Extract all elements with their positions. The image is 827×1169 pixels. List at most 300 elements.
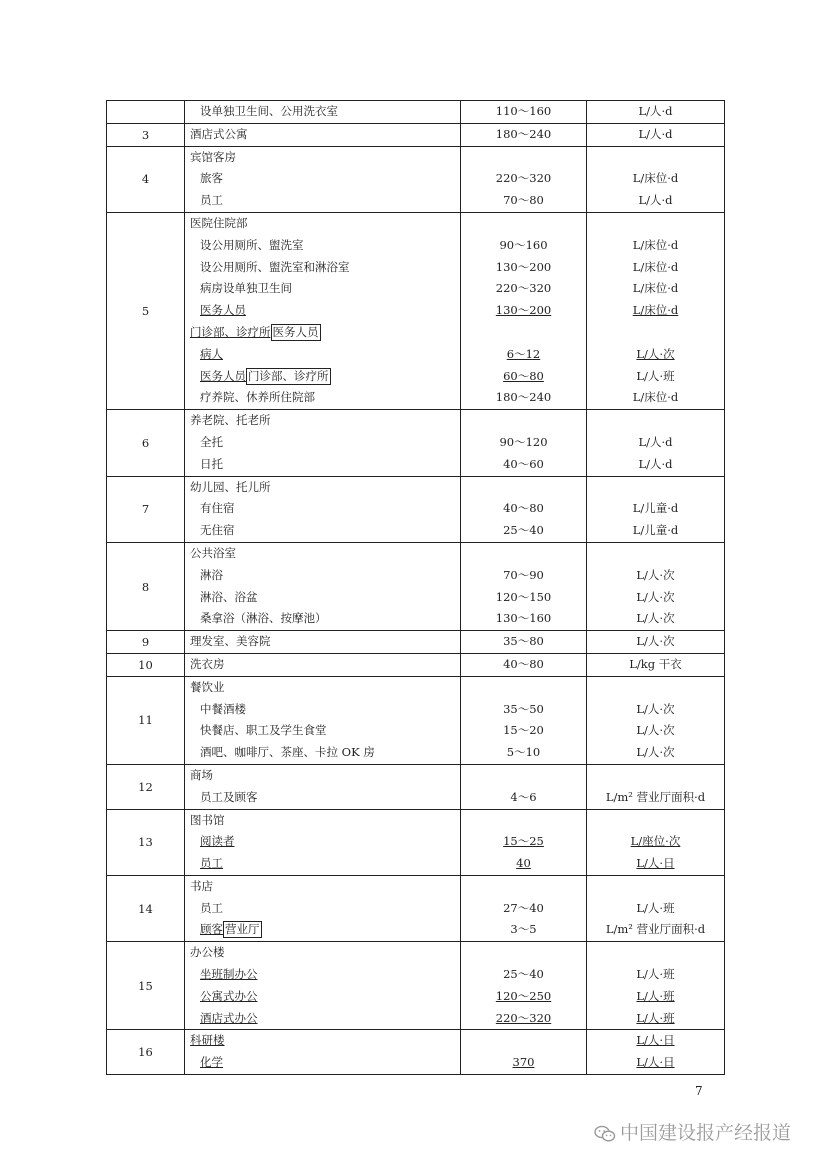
unit-text: L/座位·次 (630, 834, 681, 849)
unit-line (587, 213, 724, 235)
building-type-text: 桑拿浴（淋浴、按摩池） (200, 611, 327, 626)
building-type-cell (185, 212, 461, 409)
water-quota-table (106, 100, 725, 1075)
building-type-cell (185, 123, 461, 146)
building-type-line (185, 300, 460, 322)
building-type-line (185, 344, 460, 366)
building-type-line (185, 387, 460, 409)
quota-value-cell (461, 631, 587, 654)
building-type-text: 商场 (190, 767, 213, 782)
quota-value-line (461, 831, 586, 853)
quota-value-cell (461, 942, 587, 1030)
quota-value-line (461, 300, 586, 322)
boxed-annotation: 营业厅 (225, 922, 260, 937)
building-type-text: 科研楼 (190, 1033, 225, 1048)
quota-value-line (461, 1030, 586, 1052)
quota-value-cell (461, 653, 587, 676)
quota-value-text: 40～60 (503, 456, 544, 471)
building-type-line (185, 631, 460, 653)
building-type-cell (185, 542, 461, 630)
building-type-text: 酒吧、咖啡厅、茶座、卡拉 OK 房 (200, 745, 375, 760)
quota-value-line (461, 498, 586, 520)
table-row (107, 676, 725, 764)
quota-value-text: 220～320 (495, 171, 552, 186)
quota-value-line (461, 942, 586, 964)
unit-line (587, 410, 724, 432)
table-row (107, 631, 725, 654)
unit-text: L/床位·d (632, 303, 679, 318)
quota-value-text: 370 (512, 1055, 535, 1070)
quota-value-cell (461, 542, 587, 630)
quota-value-text: 120～150 (495, 589, 552, 604)
unit-cell (587, 476, 725, 542)
quota-value-text: 4～6 (510, 789, 537, 804)
unit-line (587, 742, 724, 764)
quota-value-line (461, 587, 586, 609)
unit-text: L/人·次 (636, 634, 675, 649)
quota-value-text: 40～80 (503, 501, 544, 516)
quota-value-line (461, 101, 586, 123)
unit-cell (587, 1030, 725, 1075)
unit-cell (587, 875, 725, 941)
quota-value-line (461, 787, 586, 809)
building-type-line (185, 498, 460, 520)
row-number: 10 (107, 653, 185, 676)
unit-line (587, 432, 724, 454)
building-type-cell (185, 410, 461, 476)
unit-line (587, 520, 724, 542)
quota-value-text: 60～80 (503, 368, 544, 383)
building-type-line (185, 919, 460, 941)
building-type-text: 门诊部、诊疗所 (190, 324, 271, 339)
unit-line (587, 853, 724, 875)
unit-cell (587, 212, 725, 409)
quota-value-cell (461, 410, 587, 476)
building-type-line (185, 366, 460, 388)
building-type-cell (185, 101, 461, 124)
unit-line (587, 1008, 724, 1030)
table-row (107, 809, 725, 875)
unit-line (587, 190, 724, 212)
building-type-line (185, 147, 460, 169)
unit-text: L/人·d (638, 456, 673, 471)
quota-value-line (461, 278, 586, 300)
unit-cell (587, 764, 725, 809)
quota-value-line (461, 765, 586, 787)
quota-value-line (461, 432, 586, 454)
row-number: 16 (107, 1030, 185, 1075)
building-type-cell (185, 146, 461, 212)
quota-value-line (461, 919, 586, 941)
quota-value-line (461, 387, 586, 409)
quota-value-text: 6～12 (506, 346, 541, 361)
boxed-annotation: 医务人员 (272, 324, 319, 339)
quota-value-line (461, 344, 586, 366)
unit-line (587, 366, 724, 388)
quota-value-text: 15～20 (503, 723, 544, 738)
table-row (107, 410, 725, 476)
building-type-text: 书店 (190, 878, 213, 893)
unit-line (587, 1052, 724, 1074)
building-type-text: 酒店式办公 (200, 1010, 258, 1025)
building-type-text: 酒店式公寓 (190, 126, 248, 141)
unit-line (587, 235, 724, 257)
unit-text: L/人·d (638, 434, 673, 449)
quota-value-line (461, 742, 586, 764)
building-type-text: 快餐店、职工及学生食堂 (200, 723, 327, 738)
unit-cell (587, 676, 725, 764)
quota-value-cell (461, 476, 587, 542)
unit-line (587, 654, 724, 676)
unit-text: L/人·次 (636, 567, 675, 582)
building-type-line (185, 410, 460, 432)
unit-line (587, 278, 724, 300)
quota-value-line (461, 853, 586, 875)
building-type-line (185, 235, 460, 257)
building-type-line (185, 1052, 460, 1074)
building-type-line (185, 720, 460, 742)
row-number: 9 (107, 631, 185, 654)
building-type-text: 员工及顾客 (200, 789, 258, 804)
building-type-line (185, 477, 460, 499)
building-type-line (185, 742, 460, 764)
building-type-text: 医院住院部 (190, 215, 248, 230)
unit-line (587, 986, 724, 1008)
unit-line (587, 1030, 724, 1052)
table-row (107, 212, 725, 409)
quota-value-line (461, 654, 586, 676)
unit-line (587, 831, 724, 853)
quota-value-text: 3～5 (510, 922, 537, 937)
quota-value-text: 25～40 (503, 523, 544, 538)
unit-text: L/人·日 (636, 856, 675, 871)
quota-value-text: 130～160 (495, 611, 552, 626)
row-number: 5 (107, 212, 185, 409)
building-type-cell (185, 653, 461, 676)
building-type-cell (185, 476, 461, 542)
building-type-cell (185, 875, 461, 941)
building-type-line (185, 765, 460, 787)
unit-line (587, 565, 724, 587)
building-type-line (185, 831, 460, 853)
unit-cell (587, 123, 725, 146)
unit-text: L/人·次 (636, 701, 675, 716)
quota-value-text: 35～50 (503, 701, 544, 716)
table-row (107, 1030, 725, 1075)
building-type-line (185, 322, 460, 344)
quota-value-line (461, 543, 586, 565)
unit-line (587, 720, 724, 742)
table-body (107, 101, 725, 1075)
wechat-icon (594, 1125, 616, 1143)
unit-text: L/床位·d (632, 259, 679, 274)
unit-line (587, 344, 724, 366)
quota-value-line (461, 1008, 586, 1030)
unit-text: L/床位·d (632, 171, 679, 186)
building-type-line (185, 454, 460, 476)
quota-value-text: 180～240 (495, 126, 552, 141)
building-type-text: 旅客 (200, 171, 223, 186)
page-number: 7 (695, 1084, 703, 1098)
quota-value-line (461, 454, 586, 476)
building-type-cell (185, 942, 461, 1030)
table-row (107, 101, 725, 124)
quota-value-line (461, 986, 586, 1008)
quota-value-text: 27～40 (503, 900, 544, 915)
unit-text: L/儿童·d (632, 523, 679, 538)
building-type-text: 医务人员 (200, 303, 246, 318)
unit-text: L/人·日 (636, 1033, 675, 1048)
quota-value-cell (461, 146, 587, 212)
quota-value-line (461, 322, 586, 344)
building-type-line (185, 810, 460, 832)
unit-line (587, 919, 724, 941)
quota-value-line (461, 124, 586, 146)
building-type-line (185, 986, 460, 1008)
unit-line (587, 147, 724, 169)
quota-value-text: 90～120 (499, 434, 548, 449)
building-type-line (185, 964, 460, 986)
building-type-line (185, 587, 460, 609)
building-type-cell (185, 676, 461, 764)
row-number: 12 (107, 764, 185, 809)
building-type-text: 坐班制办公 (200, 967, 258, 982)
table-row (107, 764, 725, 809)
quota-value-line (461, 366, 586, 388)
unit-cell (587, 809, 725, 875)
table-row (107, 123, 725, 146)
unit-line (587, 699, 724, 721)
building-type-line (185, 853, 460, 875)
quota-value-text: 110～160 (495, 104, 552, 118)
row-number (107, 101, 185, 124)
building-type-text: 淋浴 (200, 567, 223, 582)
quota-value-text: 180～240 (495, 390, 552, 405)
unit-line (587, 168, 724, 190)
watermark-text: 中国建设报产经报道 (620, 1122, 792, 1144)
building-type-text: 全托 (200, 434, 223, 449)
row-number: 8 (107, 542, 185, 630)
building-type-text: 病人 (200, 346, 223, 361)
quota-value-cell (461, 875, 587, 941)
quota-value-line (461, 898, 586, 920)
unit-text: L/人·班 (636, 368, 675, 383)
building-type-text: 员工 (200, 193, 223, 208)
quota-value-text: 5～10 (506, 745, 541, 760)
building-type-text: 化学 (200, 1055, 223, 1070)
building-type-text: 无住宿 (200, 523, 235, 538)
building-type-line (185, 278, 460, 300)
building-type-text: 医务人员 (200, 368, 246, 383)
unit-line (587, 787, 724, 809)
quota-value-line (461, 257, 586, 279)
quota-value-line (461, 677, 586, 699)
quota-value-cell (461, 1030, 587, 1075)
building-type-line (185, 257, 460, 279)
quota-value-line (461, 964, 586, 986)
quota-value-text: 130～200 (495, 303, 552, 318)
building-type-text: 淋浴、浴盆 (200, 589, 258, 604)
building-type-line (185, 432, 460, 454)
table-row (107, 542, 725, 630)
quota-value-text: 25～40 (503, 967, 544, 982)
quota-value-line (461, 147, 586, 169)
building-type-text: 病房设单独卫生间 (200, 281, 292, 296)
unit-cell (587, 410, 725, 476)
unit-text: L/人·d (638, 126, 673, 141)
building-type-text: 员工 (200, 900, 223, 915)
unit-line (587, 964, 724, 986)
building-type-text: 有住宿 (200, 501, 235, 516)
quota-value-line (461, 235, 586, 257)
unit-line (587, 101, 724, 123)
quota-value-line (461, 213, 586, 235)
quota-value-line (461, 631, 586, 653)
unit-text: L/人·次 (636, 745, 675, 760)
unit-line (587, 543, 724, 565)
unit-line (587, 876, 724, 898)
building-type-line (185, 543, 460, 565)
unit-text: L/m² 营业厅面积·d (605, 922, 706, 937)
unit-text: L/人·d (638, 193, 673, 208)
quota-value-text: 220～320 (495, 1010, 552, 1025)
building-type-line (185, 787, 460, 809)
building-type-text: 办公楼 (190, 945, 225, 960)
building-type-text: 中餐酒楼 (200, 701, 246, 716)
quota-value-line (461, 1052, 586, 1074)
unit-text: L/人·d (638, 104, 673, 118)
unit-cell (587, 631, 725, 654)
quota-value-line (461, 720, 586, 742)
unit-line (587, 608, 724, 630)
row-number: 6 (107, 410, 185, 476)
row-number: 7 (107, 476, 185, 542)
building-type-cell (185, 631, 461, 654)
unit-cell (587, 653, 725, 676)
unit-line (587, 810, 724, 832)
building-type-line (185, 677, 460, 699)
quota-value-line (461, 876, 586, 898)
unit-line (587, 124, 724, 146)
quota-value-cell (461, 101, 587, 124)
building-type-text: 宾馆客房 (190, 149, 236, 164)
building-type-line (185, 213, 460, 235)
quota-value-line (461, 477, 586, 499)
unit-text: L/床位·d (632, 390, 679, 405)
quota-value-text: 40 (516, 856, 531, 871)
building-type-text: 幼儿园、托儿所 (190, 479, 271, 494)
quota-value-cell (461, 212, 587, 409)
quota-value-cell (461, 764, 587, 809)
building-type-line (185, 1008, 460, 1030)
unit-line (587, 942, 724, 964)
building-type-cell (185, 1030, 461, 1075)
table-row (107, 653, 725, 676)
quota-value-text: 70～90 (503, 567, 544, 582)
quota-value-line (461, 565, 586, 587)
row-number: 14 (107, 875, 185, 941)
quota-value-text: 120～250 (495, 988, 552, 1003)
quota-value-line (461, 190, 586, 212)
building-type-text: 图书馆 (190, 812, 225, 827)
quota-value-cell (461, 123, 587, 146)
unit-line (587, 387, 724, 409)
quota-value-line (461, 410, 586, 432)
building-type-text: 疗养院、休养所住院部 (200, 390, 315, 405)
building-type-cell (185, 764, 461, 809)
unit-line (587, 454, 724, 476)
building-type-text: 顾客 (200, 922, 223, 937)
unit-cell (587, 942, 725, 1030)
boxed-annotation: 门诊部、诊疗所 (248, 368, 329, 383)
unit-line (587, 587, 724, 609)
unit-text: L/人·次 (636, 611, 675, 626)
quota-value-cell (461, 809, 587, 875)
unit-text: L/人·次 (636, 589, 675, 604)
row-number: 13 (107, 809, 185, 875)
unit-text: L/人·次 (636, 346, 675, 361)
building-type-text: 理发室、美容院 (190, 634, 271, 649)
building-type-text: 养老院、托老所 (190, 413, 271, 428)
unit-text: L/床位·d (632, 281, 679, 296)
unit-line (587, 257, 724, 279)
building-type-text: 设单独卫生间、公用洗衣室 (200, 104, 338, 118)
table-row (107, 476, 725, 542)
building-type-text: 设公用厕所、盥洗室 (200, 237, 304, 252)
unit-line (587, 498, 724, 520)
unit-text: L/人·班 (636, 900, 675, 915)
unit-line (587, 631, 724, 653)
unit-line (587, 677, 724, 699)
row-number: 15 (107, 942, 185, 1030)
building-type-line (185, 168, 460, 190)
quota-value-text: 15～25 (503, 834, 544, 849)
building-type-text: 日托 (200, 456, 223, 471)
building-type-text: 餐饮业 (190, 679, 225, 694)
unit-line (587, 898, 724, 920)
quota-value-line (461, 699, 586, 721)
building-type-cell (185, 809, 461, 875)
building-type-line (185, 942, 460, 964)
unit-text: L/人·班 (636, 1010, 675, 1025)
building-type-text: 阅读者 (200, 834, 235, 849)
building-type-line (185, 101, 460, 123)
table-row (107, 146, 725, 212)
quota-value-text: 220～320 (495, 281, 552, 296)
quota-value-text: 130～200 (495, 259, 552, 274)
unit-text: L/人·日 (636, 1055, 675, 1070)
unit-line (587, 477, 724, 499)
unit-text: L/人·班 (636, 988, 675, 1003)
quota-value-text: 70～80 (503, 193, 544, 208)
quota-value-line (461, 168, 586, 190)
building-type-line (185, 190, 460, 212)
row-number: 3 (107, 123, 185, 146)
quota-value-line (461, 810, 586, 832)
table-row (107, 875, 725, 941)
building-type-line (185, 520, 460, 542)
building-type-line (185, 898, 460, 920)
unit-cell (587, 101, 725, 124)
unit-text: L/m² 营业厅面积·d (605, 789, 706, 804)
unit-line (587, 300, 724, 322)
building-type-line (185, 654, 460, 676)
quota-value-text: 90～160 (499, 237, 548, 252)
building-type-text: 公共浴室 (190, 545, 236, 560)
quota-value-text: 35～80 (503, 634, 544, 649)
unit-text: L/床位·d (632, 237, 679, 252)
unit-text: L/人·班 (636, 967, 675, 982)
